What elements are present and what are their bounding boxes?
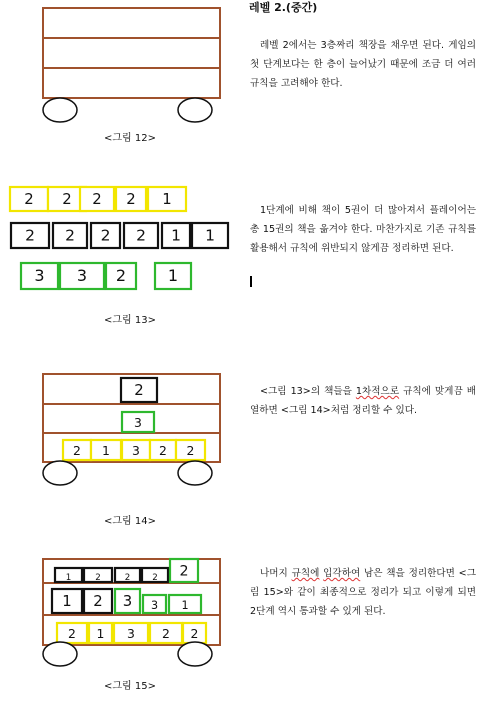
book-black bbox=[84, 589, 112, 613]
p3-spellcheck-mark: 1차적으로 bbox=[355, 386, 400, 397]
p4-spellcheck-mark-2: 입각하여 bbox=[323, 568, 361, 579]
book-black-label: 1 bbox=[205, 226, 215, 245]
book-yellow bbox=[148, 187, 186, 211]
wheel-right bbox=[178, 98, 212, 122]
paragraph-2: 1단계에 비해 책이 5권이 더 많아져서 플레이어는 총 15권의 책을 옮겨야 한다. 마찬가지로 기존 규칙를 활용해서 규칙에 위반되지 않게끔 정리하면 된다. bbox=[250, 205, 476, 254]
book-black bbox=[91, 223, 120, 248]
book-yellow bbox=[183, 623, 206, 643]
book-green-label: 3 bbox=[122, 592, 133, 610]
book-green-label: 3 bbox=[150, 599, 159, 612]
book-yellow bbox=[150, 623, 182, 643]
book-black bbox=[124, 223, 158, 248]
shelf-frame bbox=[43, 8, 220, 98]
book-green bbox=[155, 263, 191, 289]
book-green-label: 2 bbox=[115, 266, 127, 285]
book-black-label: 2 bbox=[152, 573, 158, 583]
book-yellow-label: 2 bbox=[186, 443, 195, 458]
book-black-label: 2 bbox=[95, 573, 101, 583]
book-black-label: 2 bbox=[25, 226, 35, 245]
book-green-label: 2 bbox=[179, 563, 189, 580]
book-black bbox=[84, 568, 112, 583]
book-black bbox=[142, 568, 168, 583]
p4-spellcheck-mark-1: 규칙에 bbox=[291, 568, 320, 579]
figure-14-bookshelf bbox=[0, 372, 240, 492]
book-green bbox=[106, 263, 136, 289]
book-yellow-label: 2 bbox=[162, 626, 170, 641]
book-yellow-label: 2 bbox=[159, 443, 167, 458]
book-yellow-label: 1 bbox=[102, 443, 110, 458]
book-yellow-label: 3 bbox=[127, 626, 135, 641]
book-green bbox=[169, 595, 201, 613]
wheel-left bbox=[43, 98, 77, 122]
section-title: 레벨 2.(중간) bbox=[249, 1, 318, 14]
book-yellow-label: 2 bbox=[126, 190, 136, 208]
book-green bbox=[21, 263, 58, 289]
book-green bbox=[143, 595, 166, 613]
book-green-label: 1 bbox=[167, 266, 179, 285]
book-black-label: 1 bbox=[65, 573, 72, 583]
book-black bbox=[115, 568, 140, 583]
paragraph-1: 레벨 2에서는 3층짜리 책장을 채우면 된다. 게임의 첫 단계보다는 한 층이 늘어났기 때문에 조금 더 여러 규칙을 고려해야 한다. bbox=[250, 40, 476, 89]
figure-12-bookshelf bbox=[0, 0, 240, 130]
figure-13-books bbox=[0, 183, 240, 293]
p4-text: 나머지 bbox=[260, 568, 292, 579]
book-black bbox=[192, 223, 228, 248]
caption-fig14: <그림 14> bbox=[104, 516, 156, 527]
book-yellow-label: 2 bbox=[73, 443, 81, 458]
book-yellow-label: 1 bbox=[96, 626, 105, 641]
book-green bbox=[60, 263, 104, 289]
book-yellow bbox=[89, 623, 112, 643]
book-green bbox=[122, 412, 154, 432]
book-green-label: 1 bbox=[181, 599, 189, 612]
book-black-label: 2 bbox=[124, 573, 131, 583]
book-green-label: 3 bbox=[134, 415, 142, 430]
book-black bbox=[52, 589, 82, 613]
book-yellow bbox=[114, 623, 148, 643]
book-yellow bbox=[80, 187, 114, 211]
text-cursor bbox=[250, 276, 252, 287]
p3-text-end: 규칙에 맞게끔 배열하면 <그림 14>처럼 정리할 수 있다. bbox=[250, 386, 476, 416]
book-yellow bbox=[57, 623, 87, 643]
book-yellow-label: 2 bbox=[68, 626, 76, 641]
wheel-right bbox=[178, 461, 212, 485]
wheel-left bbox=[43, 461, 77, 485]
book-black-label: 1 bbox=[62, 592, 72, 610]
caption-fig15: <그림 15> bbox=[104, 681, 156, 692]
book-green bbox=[115, 589, 140, 613]
book-yellow-label: 1 bbox=[162, 190, 172, 208]
book-black-label: 2 bbox=[134, 381, 144, 399]
book-yellow bbox=[116, 187, 146, 211]
book-black bbox=[53, 223, 87, 248]
book-black bbox=[121, 378, 157, 402]
book-yellow-label: 2 bbox=[190, 626, 199, 641]
book-black-label: 2 bbox=[136, 226, 146, 245]
book-black bbox=[11, 223, 49, 248]
book-black-label: 2 bbox=[65, 226, 75, 245]
p3-text: <그림 13>의 책들을 bbox=[260, 386, 356, 397]
book-black-label: 1 bbox=[171, 226, 181, 245]
wheel-right bbox=[178, 642, 212, 666]
book-yellow bbox=[63, 440, 91, 460]
book-yellow bbox=[122, 440, 150, 460]
wheel-left bbox=[43, 642, 77, 666]
book-black-label: 2 bbox=[93, 592, 103, 610]
book-yellow bbox=[91, 440, 121, 460]
p4-text-end: 남은 책을 정리한다면 <그림 15>와 같이 최종적으로 정리가 되고 이렇게 되면 2단계 역시 통과할 수 있게 된다. bbox=[250, 568, 476, 617]
book-black-label: 2 bbox=[100, 226, 111, 245]
book-yellow bbox=[176, 440, 205, 460]
caption-fig13: <그림 13> bbox=[104, 315, 156, 326]
book-green bbox=[170, 559, 198, 582]
paragraph-3 bbox=[250, 382, 476, 420]
book-yellow bbox=[10, 187, 48, 211]
book-yellow-label: 2 bbox=[24, 190, 34, 208]
book-yellow-label: 2 bbox=[62, 190, 72, 208]
book-yellow-label: 3 bbox=[132, 443, 140, 458]
figure-15-bookshelf bbox=[0, 551, 240, 671]
book-black bbox=[162, 223, 190, 248]
caption-fig12: <그림 12> bbox=[104, 133, 156, 144]
paragraph-4 bbox=[250, 564, 476, 621]
book-yellow-label: 2 bbox=[92, 190, 102, 208]
book-yellow bbox=[150, 440, 176, 460]
book-green-label: 3 bbox=[76, 266, 88, 285]
book-green-label: 3 bbox=[34, 266, 45, 285]
book-black bbox=[55, 568, 82, 583]
